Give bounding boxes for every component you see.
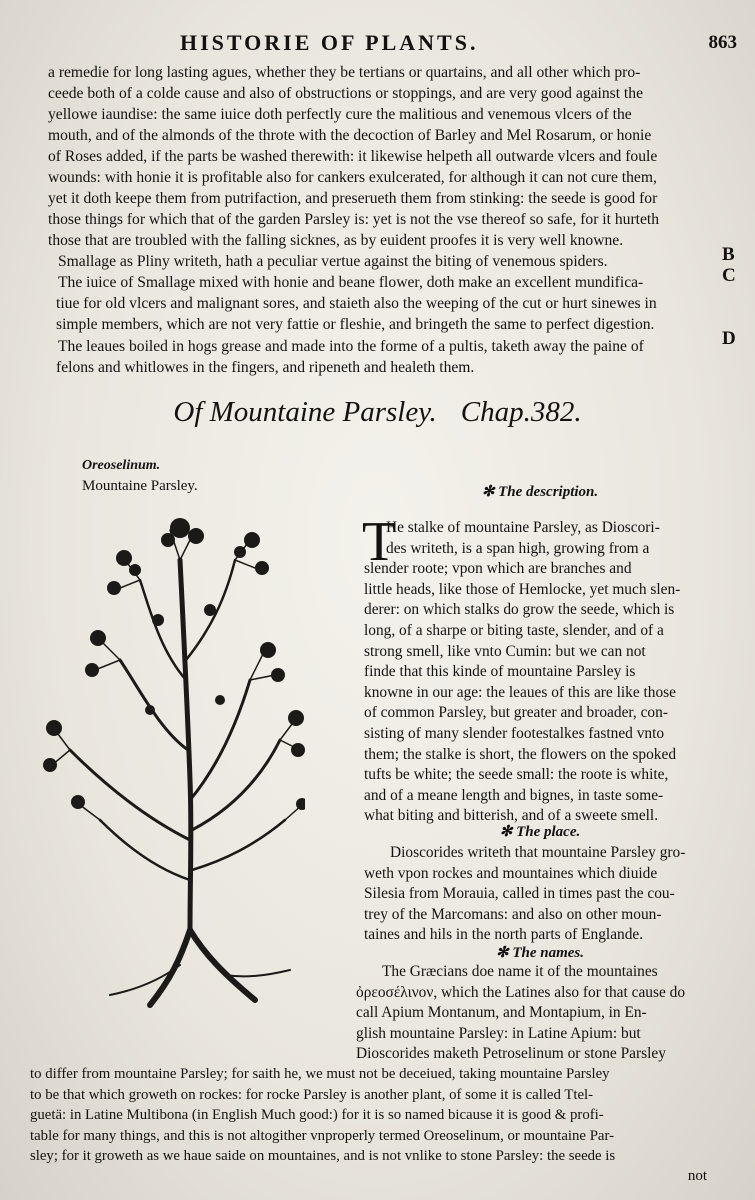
paragraph-smallage-juice [30, 272, 657, 335]
subheading-names: ✻ The names. [496, 945, 584, 961]
margin-letter-b: B [722, 244, 735, 265]
text-line: a remedie for long lasting agues, whether they be tertians or quartains, and all other which pro- [48, 64, 641, 81]
paragraph-names-continued [30, 1064, 615, 1167]
subheading-place: ✻ The place. [499, 824, 581, 840]
text-line: finde that this kinde of mountaine Parsley is [364, 663, 636, 681]
text-line: of common Parsley, but greater and broader, con- [364, 704, 668, 722]
paragraph-leaves-boiled [30, 336, 644, 378]
text-line: Dioscorides writeth that mountaine Parsley gro- [390, 844, 686, 861]
margin-letter-c: C [722, 265, 736, 286]
names-text [356, 962, 685, 1065]
text-line: yellowe iaundise: the same iuice doth perfectly cure the malitious and venemous vlcers of the [48, 106, 632, 123]
text-line: Silesia from Morauia, called in times past the cou- [364, 885, 675, 903]
text-line: trey of the Marcomans: and also on other moun- [364, 905, 662, 923]
text-line: to differ from mountaine Parsley; for saith he, we must not be deceiued, taking mountaine Parsley [30, 1066, 610, 1082]
paragraph-smallage-pliny [30, 251, 608, 272]
figure-caption-latin: Oreoselinum. [82, 458, 161, 473]
text-line: slender roote; vpon which are branches and [364, 560, 632, 578]
description-text [350, 518, 680, 827]
text-line: weth vpon rockes and mountaines which diuide [364, 864, 658, 882]
page-number: 863 [708, 32, 737, 53]
catchword: not [687, 1168, 707, 1184]
text-line: long, of a sharpe or biting taste, slender, and of a [364, 621, 664, 639]
text-line: what biting and bitterish, and of a sweete smell. [364, 807, 659, 825]
subheading-description: ✻ The description. [481, 484, 599, 500]
text-line: felons and whitlowes in the fingers, and ripeneth and healeth them. [56, 359, 475, 376]
mountaine-parsley-woodcut [40, 500, 305, 1020]
text-line: call Apium Montanum, and Montapium, in En- [356, 1004, 647, 1022]
paragraph-remedy [48, 62, 659, 251]
figure-caption-english: Mountaine Parsley. [82, 478, 198, 494]
text-line: Smallage as Pliny writeth, hath a peculiar vertue against the biting of venemous spiders. [58, 253, 608, 270]
margin-letter-d: D [722, 328, 736, 349]
drop-cap: T [362, 511, 397, 573]
chapter-title: Of Mountaine Parsley. [173, 396, 437, 428]
text-line: The iuice of Smallage mixed with honie and beane flower, doth make an excellent mundifica- [58, 274, 644, 291]
text-line: mouth, and of the almonds of the throte with the decoction of Barley and Mel Rosarum, or honie [48, 127, 652, 144]
text-line: of Roses added, if the parts be washed therewith: it likewise helpeth all outwarde vlcers and foule [48, 148, 658, 165]
page-header [0, 26, 755, 58]
text-line: guetä: in Latine Multibona (in English Much good:) for it is so named bicause it is good & profi- [30, 1107, 604, 1123]
text-line: those that are troubled with the falling sicknes, as by euident proofes it is very well knowne. [48, 232, 624, 249]
text-line: them; the stalke is short, the flowers on the spoked [364, 745, 677, 763]
text-line: to be that which groweth on rockes: for rocke Parsley is another plant, of some it is called Ttel- [30, 1086, 594, 1103]
text-line: knowne in our age: the leaues of this are like those [364, 683, 676, 701]
running-title: HISTORIE OF PLANTS. [180, 30, 479, 55]
text-line: strong smell, like vnto Cumin: but we can not [364, 642, 646, 660]
text-line: simple members, which are not very fattie or fleshie, and bringeth the same to perfect digestion. [56, 316, 655, 333]
text-line: wounds: with honie it is profitable also for cankers exulcerated, for although it can not cure them, [48, 169, 657, 186]
text-line: Dioscorides maketh Petroselinum or stone Parsley [356, 1045, 666, 1063]
text-line: The leaues boiled in hogs grease and made into the forme of a pultis, taketh away the paine of [58, 338, 644, 355]
text-line: table for many things, and this is not altogither vnproperly termed Oreoselinum, or mountaine Par- [30, 1127, 615, 1144]
text-line: ὀρεοσέλινον, which the Latines also for that cause do [356, 983, 686, 1001]
chapter-number: Chap.382. [460, 396, 582, 428]
place-text [364, 843, 685, 946]
text-line: sisting of many slender footestalkes fastned vnto [364, 724, 665, 742]
text-line: He stalke of mountaine Parsley, as Dioscori- [386, 519, 660, 536]
text-line: ceede both of a colde cause and also of obstructions or stoppings, and are very good against the [48, 85, 643, 102]
text-line: tufts be white; the seede small: the roote is white, [364, 766, 669, 784]
text-line: The Græcians doe name it of the mountaines [382, 963, 658, 980]
text-line: glish mountaine Parsley: in Latine Apium: but [356, 1024, 641, 1042]
text-line: tiue for old vlcers and malignant sores, and staieth also the weeping of the cut or hurt sinewes in [56, 295, 657, 312]
text-line: and of a meane length and bignes, in taste some- [364, 786, 664, 804]
text-line: sley; for it groweth as we haue saide on mountaines, and is not vnlike to stone Parsley: the seede is [30, 1148, 616, 1164]
text-line: yet it doth keepe them from putrifaction, and preserueth them from stinking: the seede is good for [48, 190, 658, 207]
text-line: des writeth, is a span high, growing from a [386, 539, 650, 557]
text-line: taines and hils in the north parts of Englande. [364, 926, 644, 944]
chapter-heading [0, 396, 755, 429]
text-line: derer: on which stalks do grow the seede, which is [364, 601, 675, 619]
text-line: those things for which that of the garden Parsley is: yet is not the vse thereof so safe, for it hurteth [48, 211, 660, 228]
text-line: little heads, like those of Hemlocke, yet much slen- [364, 580, 681, 598]
